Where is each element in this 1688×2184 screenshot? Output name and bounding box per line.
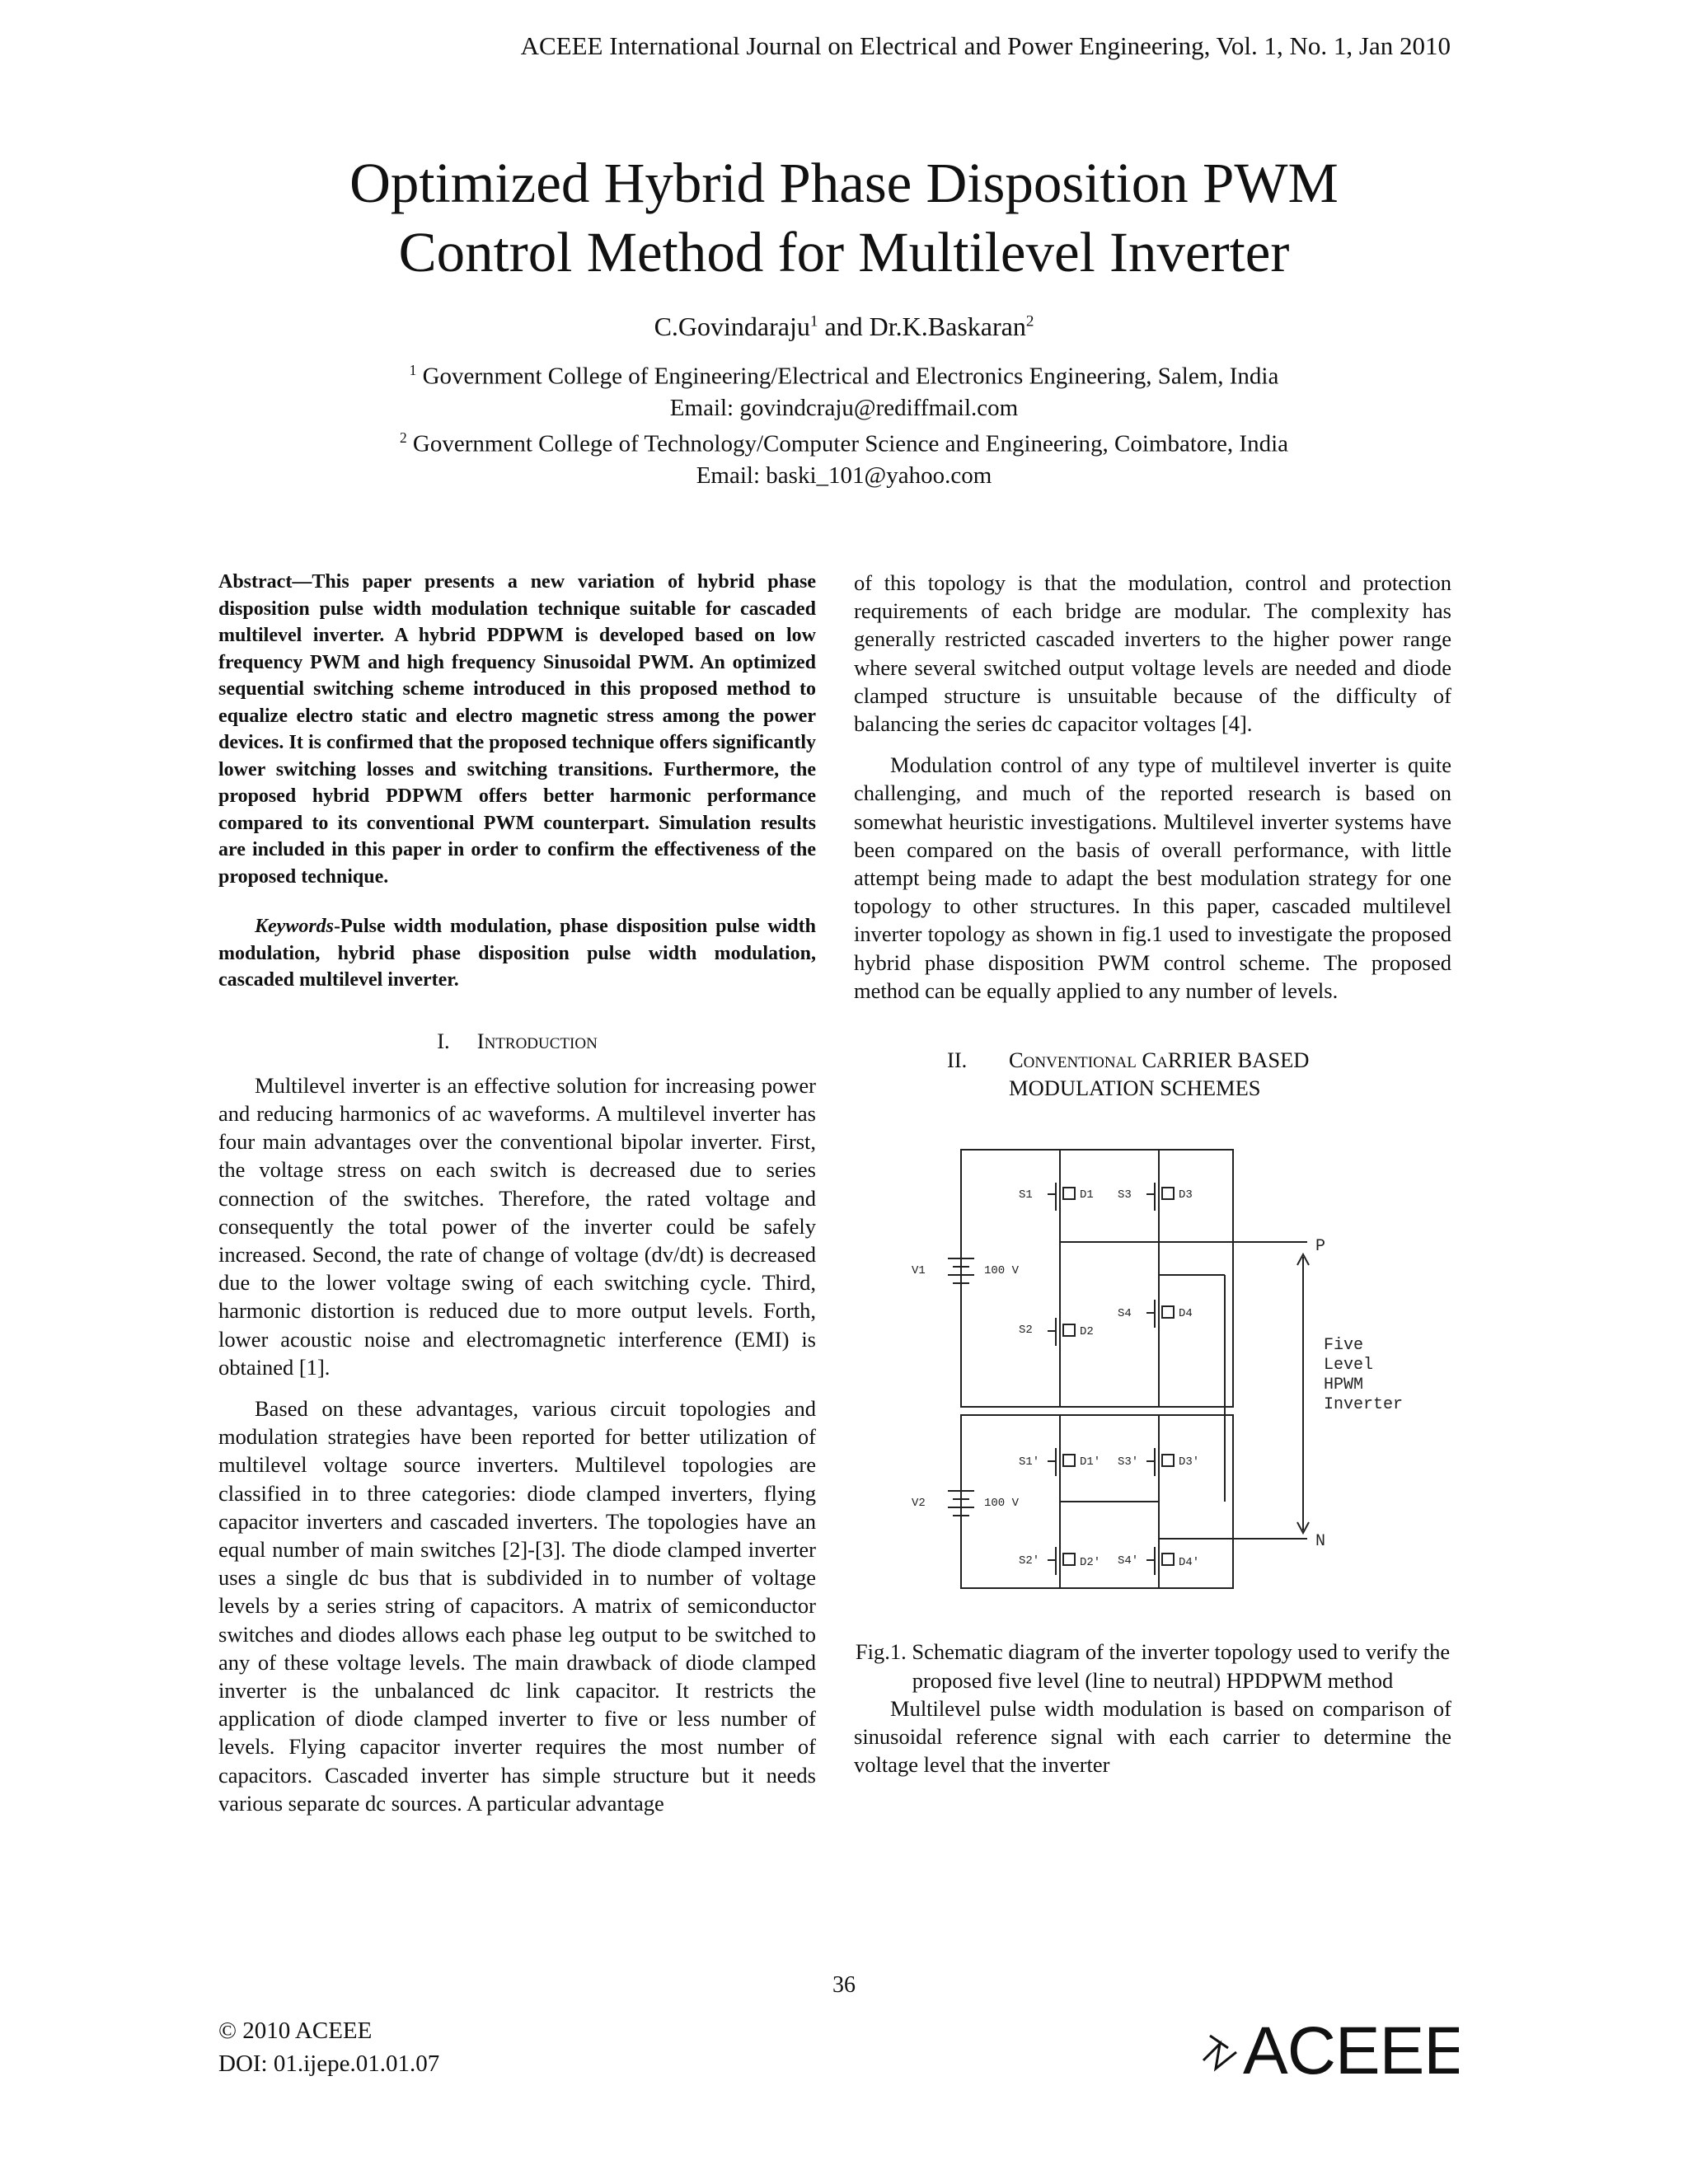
author-and: and	[818, 312, 870, 341]
author-1: C.Govindaraju	[654, 312, 810, 341]
affiliation-2-email: Email: baski_101@yahoo.com	[696, 462, 992, 489]
label-note-3: HPWM	[1324, 1376, 1364, 1395]
copyright: © 2010 ACEEE	[218, 2018, 373, 2044]
label-d4: D4	[1179, 1307, 1193, 1321]
label-s1: S1	[1019, 1188, 1033, 1202]
label-s4: S4	[1118, 1307, 1132, 1321]
section-2-title-sc: Conventional Ca	[1009, 1047, 1168, 1073]
section-1-number: I.	[437, 1028, 450, 1053]
author-2: Dr.K.Baskaran	[869, 312, 1026, 341]
label-s1p: S1'	[1019, 1455, 1040, 1469]
label-d3: D3	[1179, 1188, 1193, 1202]
label-p: P	[1315, 1237, 1326, 1257]
label-d1p: D1'	[1080, 1455, 1101, 1469]
author-1-sup: 1	[809, 312, 818, 330]
label-s4p: S4'	[1118, 1554, 1139, 1568]
label-v2: V2	[912, 1497, 926, 1511]
label-note-1: Five	[1324, 1336, 1364, 1356]
aceee-logo	[1195, 2011, 1459, 2089]
label-n: N	[1315, 1532, 1326, 1552]
left-column	[218, 569, 816, 1817]
label-v2-value: 100 V	[984, 1497, 1020, 1511]
affiliation-1-text: Government College of Engineering/Electrical and Electronics Engineering, Salem, India	[422, 363, 1279, 390]
affiliation-1-email: Email: govindcraju@rediffmail.com	[669, 394, 1019, 421]
label-d2: D2	[1080, 1325, 1094, 1339]
section-1-heading	[218, 1027, 816, 1055]
abstract-text: —This paper presents a new variation of hybrid phase disposition pulse width modulation technique suitable for cascaded multilevel inverter. A hybrid PDPWM is developed based on low frequency PWM and high frequency Sinusoidal PWM. An optimized sequential switching scheme introduced in this proposed method to equalize electro static and electro magnetic stress among the power devices. It is confirmed that the proposed technique offers significantly lower switching losses and switching transitions. Furthermore, the proposed hybrid PDPWM offers better harmonic performance compared to its conventional PWM counterpart. Simulation results are included in this paper in order to confirm the effectiveness of the proposed technique.	[218, 571, 816, 888]
author-2-sup: 2	[1025, 312, 1034, 330]
label-d4p: D4'	[1179, 1556, 1200, 1570]
intro-paragraph-3: Modulation control of any type of multilevel inverter is quite challenging, and much of the reported research is based on somewhat heuristic investigations. Multilevel inverter systems have been compared on the basis of overall performance, with little attempt being made to adapt the best modulation strategy for one topology to other structures. In this paper, cascaded multilevel inverter topology as shown in fig.1 used to investigate the proposed hybrid phase disposition PWM control scheme. The proposed method can be equally applied to any number of levels.	[854, 752, 1451, 1003]
title-line-2: Control Method for Multilevel Inverter	[398, 221, 1290, 284]
footer	[218, 2014, 439, 2080]
affiliation-1-sup: 1	[409, 362, 417, 378]
switch-s1p	[1048, 1448, 1075, 1476]
affiliation-2	[0, 422, 1688, 491]
intro-paragraph-2: Based on these advantages, various circuit topologies and modulation strategies have been reported for better utilization of multilevel voltage source inverters. Multilevel topologies are classified in to three categories: diode clamped inverters, flying capacitor inverters and cascaded inverters. The topologies have an equal number of main switches [2]-[3]. The diode clamped inverter uses a single dc bus that is subdivided in to number of voltage levels by a series string of capacitors. A matrix of semiconductor switches and diodes allows each phase leg output to be switched to any of these voltage levels. The main drawback of diode clamped inverter is the unbalanced dc link capacitor. It restricts the application of diode clamped inverter to five or less number of levels. Flying capacitor inverter requires the most number of capacitors. Cascaded inverter has simple structure but it needs various separate dc sources. A particular advantage	[218, 1395, 816, 1816]
affiliation-2-text: Government College of Technology/Computer Science and Engineering, Coimbatore, India	[412, 430, 1289, 457]
running-head: ACEEE International Journal on Electrical and Power Engineering, Vol. 1, No. 1, Jan 2010	[520, 31, 1451, 60]
label-d2p: D2'	[1080, 1556, 1101, 1570]
keywords-label: Keywords	[255, 916, 334, 937]
intro-continuation: of this topology is that the modulation, control and protection requirements of each bridge are modular. The complexity has generally restricted cascaded inverters to the higher power range where several switched output voltage levels are needed and diode clamped structure is unsuitable because of the difficulty of balancing the series dc capacitor voltages [4].	[854, 570, 1451, 737]
page-number: 36	[832, 1972, 856, 1998]
switch-s4p	[1146, 1547, 1174, 1575]
label-s2: S2	[1019, 1324, 1033, 1338]
author-line	[0, 312, 1688, 342]
label-d1: D1	[1080, 1188, 1094, 1202]
abstract	[218, 569, 816, 890]
label-note-4: Inverter	[1324, 1395, 1404, 1415]
intro-paragraph-1: Multilevel inverter is an effective solution for increasing power and reducing harmonics of ac waveforms. A multilevel inverter has four main advantages over the conventional bipolar inverter. First, the voltage stress on each switch is decreased due to series connection of the switches. Therefore, the rated voltage and consequently the total power of the inverter could be safely increased. Second, the rate of change of voltage (dv/dt) is decreased due to the lower voltage swing of each switching cycle. Third, harmonic distortion is reduced due to more output levels. Forth, lower acoustic noise and electromagnetic interference (EMI) is obtained [1].	[218, 1072, 816, 1380]
label-d3p: D3'	[1179, 1455, 1200, 1469]
logo-text: ACEEE	[1243, 2013, 1459, 2085]
keywords-text: -Pulse width modulation, phase disposition pulse width modulation, hybrid phase disposition pulse width modulation, cascaded multilevel inverter.	[218, 916, 816, 991]
affiliation-2-sup: 2	[399, 429, 407, 446]
logo-mark-icon	[1203, 2036, 1236, 2069]
section-2-title-rest: RRIER BASED	[1167, 1047, 1310, 1073]
paper-title	[0, 148, 1688, 287]
switch-s1	[1048, 1183, 1075, 1211]
section-2-heading	[854, 1046, 1451, 1102]
label-note-2: Level	[1324, 1356, 1374, 1376]
figure-caption: Fig.1. Schematic diagram of the inverter topology used to verify the proposed five level (line to neutral) HPDPWM method	[855, 1639, 1451, 1693]
section-2-title-line-2: MODULATION SCHEMES	[1009, 1076, 1261, 1101]
section-2-paragraph-1: Multilevel pulse width modulation is based on comparison of sinusoidal reference signal with each carrier to determine the voltage level that the inverter	[854, 1695, 1451, 1778]
section-1-title: Introduction	[476, 1028, 598, 1053]
inverter-schematic-figure	[887, 1135, 1431, 1621]
keywords	[218, 913, 816, 994]
doi: DOI: 01.ijepe.01.01.07	[218, 2050, 440, 2077]
switch-s2	[1048, 1318, 1075, 1346]
label-s2p: S2'	[1019, 1554, 1040, 1568]
right-column	[854, 569, 1451, 1779]
switch-s2p	[1048, 1547, 1075, 1575]
title-line-1: Optimized Hybrid Phase Disposition PWM	[349, 152, 1339, 214]
abstract-label: Abstract	[218, 571, 293, 593]
label-s3: S3	[1118, 1188, 1132, 1202]
label-v1: V1	[912, 1264, 926, 1278]
switch-s3p	[1146, 1448, 1174, 1476]
section-2-number: II.	[947, 1047, 968, 1073]
affiliation-1	[0, 354, 1688, 424]
label-v1-value: 100 V	[984, 1264, 1020, 1278]
label-s3p: S3'	[1118, 1455, 1139, 1469]
switch-s4	[1146, 1300, 1174, 1328]
switch-s3	[1146, 1183, 1174, 1211]
